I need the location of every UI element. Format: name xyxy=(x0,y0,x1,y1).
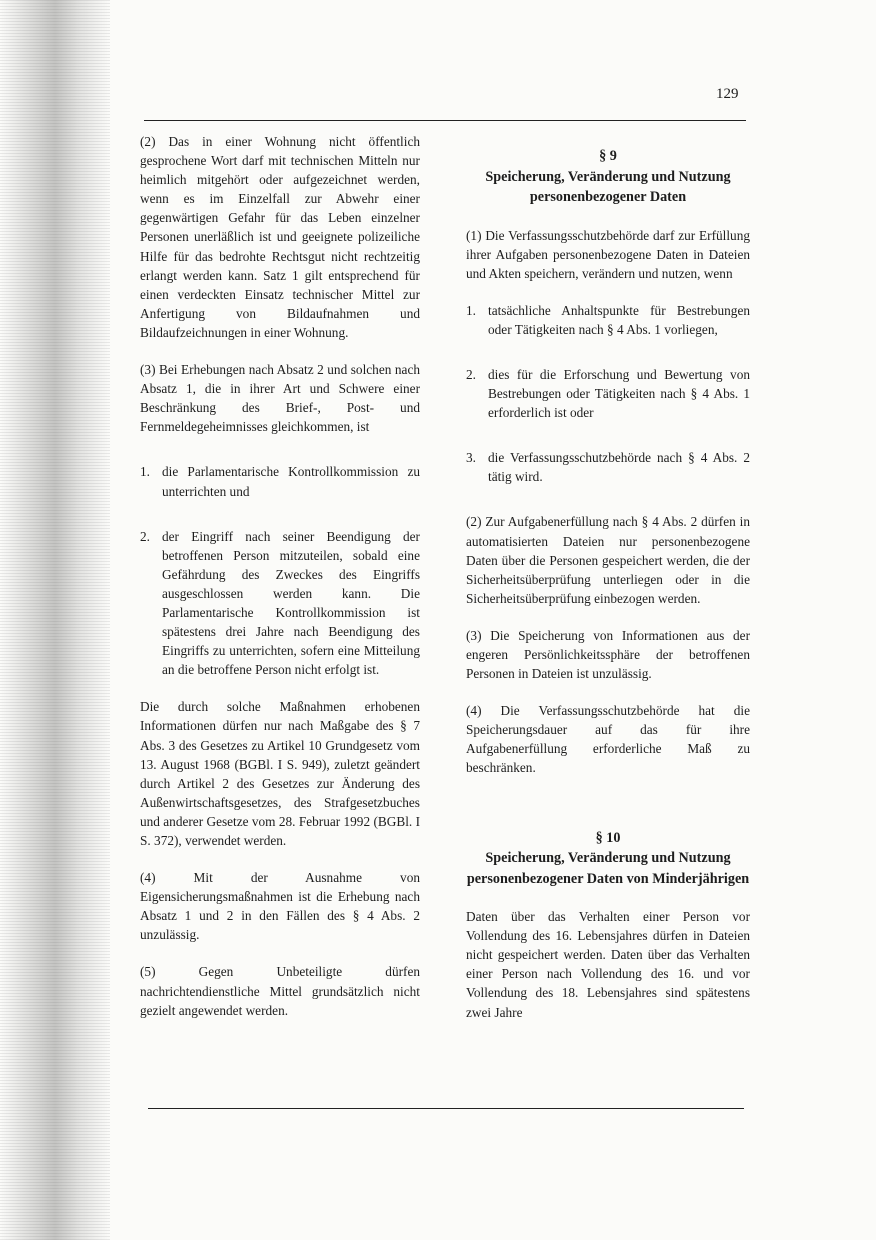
list-item-number: 2. xyxy=(466,366,476,382)
list-item-text: die Parlamentarische Kontrollkommission zu unterrichten und xyxy=(162,464,420,499)
s10-paragraph-1: Daten über das Verhalten einer Person vor Vollendung des 16. Lebensjahres dürfen in Dateien nicht gespeichert werden. Daten über das Verhalten einer Person nach Vollendung des 16. und vor Vollendung des 18. Lebensjahres sind spätestens zwei Jahre xyxy=(466,909,750,1020)
list-item-number: 2. xyxy=(140,528,150,544)
header-rule xyxy=(144,120,746,121)
paragraph-2: (2) Das in einer Wohnung nicht öffentlich gesprochene Wort darf mit technischen Mitteln nur heimlich mitgehört oder aufgezeichnet werden, wenn es im Einzelfall zur Abwehr einer gegenwärtigen Gefahr für das Leben einzelner Personen unerläßlich ist und geeignete polizeiliche Hilfe für das bedrohte Rechtsgut nicht rechtzeitig erlangt werden kann. Satz 1 gilt entsprechend für einen verdeckten Einsatz technischer Mittel zur Anfertigung von Bildaufnahmen und Bildaufzeichnungen in einer Wohnung. xyxy=(140,134,420,340)
paragraph-3: (3) Bei Erhebungen nach Absatz 2 und solchen nach Absatz 1, die in ihrer Art und Schwere einer Beschränkung des Brief-, Post- und Fernmeldegeheimnisses gleichkommen, ist xyxy=(140,362,420,435)
section-9-symbol: § 9 xyxy=(599,148,617,164)
list-item-text: dies für die Erforschung und Bewertung von Bestrebungen oder Tätigkeiten nach § 4 Abs. 1 erforderlich ist oder xyxy=(488,366,750,421)
section-10-heading xyxy=(466,828,750,890)
s9-paragraph-1: (1) Die Verfassungsschutzbehörde darf zur Erfüllung ihrer Aufgaben personenbezogene Daten in Dateien und Akten speichern, verändern und nutzen, wenn xyxy=(466,227,750,281)
list-item xyxy=(466,365,750,422)
section-9-title: Speicherung, Veränderung und Nutzung personenbezogener Daten xyxy=(485,168,731,205)
list-item-text: der Eingriff nach seiner Beendigung der betroffenen Person mitzuteilen, sobald eine Gefährdung des Zweckes des Eingriffs ausgeschlossen werden kann. Die Parlamentarische Kontrollkommission ist spätestens drei Jahre nach Beendigung des Eingriffs zu unterrichten, sofern eine Mitteilung an die betroffene Person nicht erfolgt ist. xyxy=(162,528,420,678)
list-item-number: 3. xyxy=(466,450,476,466)
page-number: 129 xyxy=(716,86,739,102)
list-item xyxy=(466,301,750,339)
scan-binding-edge xyxy=(0,0,110,1240)
list-item-number: 1. xyxy=(466,302,476,318)
right-column xyxy=(466,146,750,1022)
s9-paragraph-2: (2) Zur Aufgabenerfüllung nach § 4 Abs. 2 dürfen in automatisierten Dateien nur personenbezogene Daten über die Personen gespeichert werden, die der Sicherheitsüberprüfung unterliegen oder in die Sicherheitsüberprüfung einbezogen werden. xyxy=(466,514,750,606)
list-item xyxy=(140,527,420,680)
section-9-heading xyxy=(466,146,750,208)
list-item-text: tatsächliche Anhaltspunkte für Bestrebungen oder Tätigkeiten nach § 4 Abs. 1 vorliegen, xyxy=(488,302,750,337)
section-10-symbol: § 10 xyxy=(595,829,621,846)
list-item-number: 1. xyxy=(140,464,150,480)
list-item xyxy=(466,448,750,486)
paragraph-5: (5) Gegen Unbeteiligte dürfen nachrichtendienstliche Mittel grundsätzlich nicht gezielt angewendet werden. xyxy=(140,964,420,1018)
s9-paragraph-3: (3) Die Speicherung von Informationen aus der engeren Persönlichkeitssphäre der betroffenen Personen in Dateien ist unzulässig. xyxy=(466,627,750,682)
paragraph-4: (4) Mit der Ausnahme von Eigensicherungsmaßnahmen ist die Erhebung nach Absatz 1 und 2 in den Fällen des § 4 Abs. 2 unzulässig. xyxy=(140,870,420,943)
section-10-title: Speicherung, Veränderung und Nutzung personenbezogener Daten von Minderjährigen xyxy=(466,850,750,887)
footer-rule xyxy=(148,1108,744,1109)
left-column xyxy=(140,132,420,1020)
paragraph-information-use: Die durch solche Maßnahmen erhobenen Informationen dürfen nur nach Maßgabe des § 7 Abs. 3 des Gesetzes zu Artikel 10 Grundgesetz vom 13. August 1968 (BGBl. I S. 949), zuletzt geändert durch Artikel 2 des Gesetzes zur Änderung des Außenwirtschaftsgesetzes, des Strafgesetzbuches und anderer Gesetze vom 28. Februar 1992 (BGBl. I S. 372), verwendet werden. xyxy=(140,699,420,848)
s9-paragraph-4: (4) Die Verfassungsschutzbehörde hat die Speicherungsdauer auf das für ihre Aufgabenerfüllung erforderliche Maß zu beschränken. xyxy=(466,703,750,776)
list-item xyxy=(140,462,420,500)
list-item-text: die Verfassungsschutzbehörde nach § 4 Abs. 2 tätig wird. xyxy=(488,450,750,485)
